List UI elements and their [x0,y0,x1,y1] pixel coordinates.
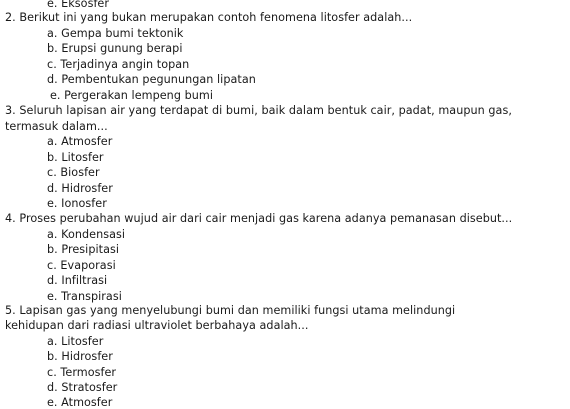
question-2-option-d: d. Pembentukan pegunungan lipatan [47,73,256,86]
question-5-text-line-1: 5. Lapisan gas yang menyelubungi bumi dan memiliki fungsi utama melindungi [5,304,456,317]
question-2-option-b: b. Erupsi gunung berapi [47,42,183,55]
question-3-option-e: e. Ionosfer [47,197,107,210]
question-4-text: 4. Proses perubahan wujud air dari cair menjadi gas karena adanya pemanasan disebut... [5,212,513,225]
question-4-option-b: b. Presipitasi [47,243,120,256]
question-5-option-c: c. Termosfer [47,366,117,379]
question-2-text: 2. Berikut ini yang bukan merupakan contoh fenomena litosfer adalah... [5,11,413,24]
question-5-option-e: e. Atmosfer [47,396,113,409]
question-5-option-d: d. Stratosfer [47,381,118,394]
question-3-option-b: b. Litosfer [47,151,104,164]
question-2-option-c: c. Terjadinya angin topan [47,58,190,71]
question-4-option-a: a. Kondensasi [47,228,126,241]
question-5-option-b: b. Hidrosfer [47,350,113,363]
question-4-option-e: e. Transpirasi [47,290,122,303]
question-3-text-line-2: termasuk dalam... [5,120,108,133]
question-4-option-c: c. Evaporasi [47,259,116,272]
question-4-option-d: d. Infiltrasi [47,274,108,287]
question-3-text-line-1: 3. Seluruh lapisan air yang terdapat di bumi, baik dalam bentuk cair, padat, maupun gas, [5,104,512,117]
prev-option-e: e. Eksosfer [47,0,110,10]
question-3-option-d: d. Hidrosfer [47,182,113,195]
question-2-option-a: a. Gempa bumi tektonik [47,27,184,40]
question-3-option-c: c. Biosfer [47,166,100,179]
question-5-text-line-2: kehidupan dari radiasi ultraviolet berbahaya adalah... [5,319,309,332]
question-3-option-a: a. Atmosfer [47,135,113,148]
question-5-option-a: a. Litosfer [47,335,104,348]
question-2-option-e: e. Pergerakan lempeng bumi [50,89,213,102]
